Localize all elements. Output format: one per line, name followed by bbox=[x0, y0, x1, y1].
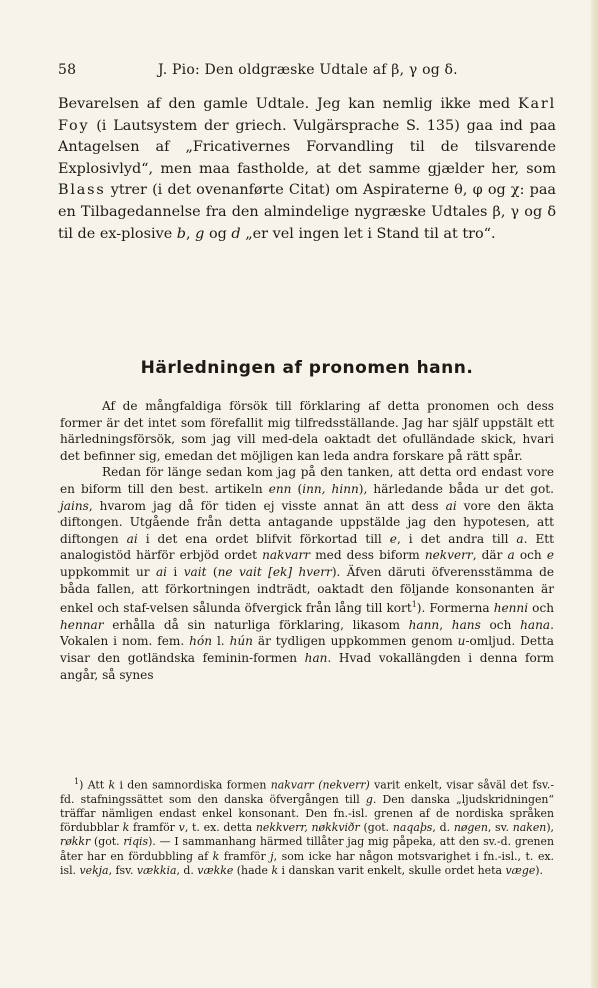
italic-term: ai bbox=[445, 498, 457, 513]
text-run: uppkommit ur bbox=[60, 564, 156, 579]
text-run: . Vokalen i nom. fem. bbox=[60, 617, 554, 649]
text-run: ( bbox=[291, 481, 303, 496]
author-name-blass: Blass bbox=[58, 182, 106, 199]
italic-term: naken bbox=[512, 821, 547, 835]
text-run: vore den äkta diftongen. Utgående från detta antagande uppstälde jag den hypotesen, att diftongen bbox=[60, 498, 554, 546]
text-run: , fsv. bbox=[108, 863, 137, 877]
text-run: varit enkelt, visar såväl det fsv.-fd. stafningssättet som den danska öfvergången till bbox=[60, 778, 554, 806]
italic-term: e bbox=[546, 548, 554, 563]
text-run: med dess biform bbox=[310, 548, 425, 563]
text-run: (hade bbox=[233, 863, 272, 877]
italic-term: riqis bbox=[123, 835, 149, 849]
italic-term: hún bbox=[229, 634, 253, 649]
italic-term: inn, hinn bbox=[302, 481, 359, 496]
italic-term: røkkr bbox=[60, 835, 91, 849]
text-run: , sv. bbox=[487, 821, 513, 835]
text-run: är tydligen uppkommen genom bbox=[252, 634, 458, 649]
italic-term: a bbox=[516, 531, 524, 546]
italic-term: k bbox=[108, 778, 116, 792]
text-run: ). Formerna bbox=[416, 601, 494, 616]
italic-term: hón bbox=[189, 634, 213, 649]
article-body bbox=[60, 398, 554, 683]
text-run: (i Lautsystem der griech. Vulgärsprache S. 135) gaa ind paa Antagelsen af „Fricativernes Forvandling til de tilsvarende Explosivlyd“, men maa fastholde, at det samme gjælder her, som bbox=[58, 117, 556, 177]
italic-term: k bbox=[212, 849, 220, 863]
text-run: . Ett analogistöd härför erbjöd ordet bbox=[60, 531, 554, 563]
text-run: Bevarelsen af den gamle Udtale. Jeg kan nemlig ikke med bbox=[58, 96, 518, 112]
italic-term: vække bbox=[197, 863, 234, 877]
italic-term: jains bbox=[60, 498, 89, 513]
italic-term: naqaþs bbox=[392, 821, 433, 835]
text-run: och bbox=[480, 617, 521, 632]
italic-term: u bbox=[457, 634, 466, 649]
italic-term: k bbox=[271, 863, 279, 877]
text-run: , t. ex. detta bbox=[184, 821, 256, 835]
text-run: ), härledande båda ur det got. bbox=[358, 481, 555, 496]
text-run: , hvarom jag då för tiden ej visste annat än att dess bbox=[88, 498, 446, 513]
author-name-foy: Karl Foy bbox=[58, 96, 556, 134]
italic-term: nakvarr (nekverr) bbox=[270, 778, 370, 792]
text-run: . Den danska „ljudskridningen“ träffar nämligen endast enkel konsonant. Den fn.-isl. grenen af de nordiska språken fördubblar bbox=[60, 792, 554, 835]
italic-term: ai bbox=[155, 564, 168, 579]
text-run: (got. bbox=[359, 821, 393, 835]
italic-term: hans bbox=[451, 617, 481, 632]
text-run: ). Äfven däruti öfverensstämma de båda fallen, att förkortningen indträdt, oaktadt den följande konsonanten är enkel och staf-velsen sålunda öfvergick från lång till kort bbox=[60, 564, 555, 616]
italic-term: vait bbox=[183, 564, 207, 579]
italic-term: j bbox=[270, 849, 274, 863]
text-run: ). bbox=[535, 863, 543, 877]
italic-term: hana bbox=[520, 617, 551, 632]
italic-term: nakvarr bbox=[262, 548, 311, 563]
italic-term: nekkverr, nøkkviðr bbox=[255, 821, 360, 835]
text-run: ), bbox=[546, 821, 555, 835]
text-run: (got. bbox=[90, 835, 124, 849]
text-run: og bbox=[204, 225, 232, 242]
text-run: Redan för länge sedan kom jag på den tanken, att detta ord endast vore en biform till den best. artikeln bbox=[60, 465, 554, 496]
text-run: , där bbox=[472, 548, 508, 563]
italic-term: e bbox=[389, 531, 397, 546]
italic-term: enn bbox=[268, 481, 292, 496]
text-run: ) Att bbox=[79, 778, 109, 792]
text-run: , d. bbox=[176, 863, 198, 877]
italic-term: vekja bbox=[79, 863, 109, 877]
italic-term: ai bbox=[126, 531, 138, 546]
italic-term: væge bbox=[505, 863, 536, 877]
italic-term: henni bbox=[493, 601, 529, 616]
text-run: framför bbox=[129, 821, 179, 835]
page-number: 58 bbox=[58, 62, 77, 78]
section-heading: Härledningen af pronomen hann. bbox=[140, 358, 474, 378]
italic-term: g bbox=[195, 225, 205, 242]
running-header bbox=[58, 62, 558, 78]
text-run: -omljud. Detta visar den gotländska feminin-formen bbox=[60, 634, 554, 665]
text-run: , bbox=[439, 617, 452, 632]
italic-term: nøgen bbox=[453, 821, 488, 835]
italic-term: d bbox=[231, 225, 241, 242]
text-run: „er vel ingen let i Stand til at tro“. bbox=[240, 225, 496, 242]
intro-paragraph bbox=[58, 94, 556, 245]
italic-term: v bbox=[178, 821, 185, 835]
text-run: , d. bbox=[432, 821, 454, 835]
italic-term: han bbox=[304, 650, 328, 665]
text-run: erhålla då sin naturliga förklaring, likasom bbox=[103, 617, 409, 632]
italic-term: hann bbox=[408, 617, 440, 632]
text-run: ytrer (i det ovenanførte Citat) om Aspiraterne θ, φ og χ: paa en Tilbagedannelse fra den almindelige nygræske Udtales β, γ og δ til de ex-plosive bbox=[58, 182, 556, 242]
text-run: i bbox=[167, 564, 184, 579]
text-run: och bbox=[514, 548, 547, 563]
text-run: , som icke har någon motsvarighet i fn.-isl., t. ex. isl. bbox=[60, 849, 554, 877]
italic-term: vækkia bbox=[136, 863, 177, 877]
italic-term: g bbox=[365, 792, 373, 806]
footnote-reference[interactable]: 1 bbox=[411, 600, 417, 610]
footnote bbox=[60, 775, 554, 878]
italic-term: nekverr bbox=[424, 548, 473, 563]
text-run: och bbox=[528, 601, 554, 616]
footnote-mark: 1 bbox=[74, 777, 80, 786]
italic-term: hennar bbox=[60, 617, 104, 632]
text-run: ( bbox=[206, 564, 218, 579]
text-run: i den samnordiska formen bbox=[115, 778, 271, 792]
text-run: i danskan varit enkelt, skulle ordet heta bbox=[278, 863, 506, 877]
text-run: i det ena ordet blifvit förkortad till bbox=[137, 531, 390, 546]
text-run: , i det andra till bbox=[396, 531, 517, 546]
text-run: l. bbox=[212, 634, 230, 649]
text-run: framför bbox=[219, 849, 271, 863]
text-run: . Hvad vokallängden i denna form angår, så synes bbox=[60, 650, 555, 682]
body-paragraph-1: Af de mångfaldiga försök till förklaring af detta pronomen och dess former är det intet som förefallit mig tilfredsställande. Jag har själf uppstält ett härledningsförsök, som jag vill med-dela oaktadt det ofulländade skick, hvari det befinner sig, emedan det möjligen kan leda andra forskare på rätt spår. bbox=[60, 399, 554, 463]
italic-term: b bbox=[176, 225, 187, 242]
text-run: ). — I sammanhang härmed tillåter jag mig påpeka, att den sv.-d. grenen åter har en fördubbling af bbox=[60, 835, 554, 863]
page-edge bbox=[591, 0, 598, 988]
running-title: J. Pio: Den oldgræske Udtale af β, γ og δ. bbox=[158, 62, 458, 78]
body-paragraph-2 bbox=[60, 464, 554, 683]
italic-term: ne vait [ek] hverr bbox=[217, 564, 332, 579]
italic-term: k bbox=[122, 821, 130, 835]
italic-term: a bbox=[507, 548, 515, 563]
text-run: , bbox=[186, 225, 196, 242]
